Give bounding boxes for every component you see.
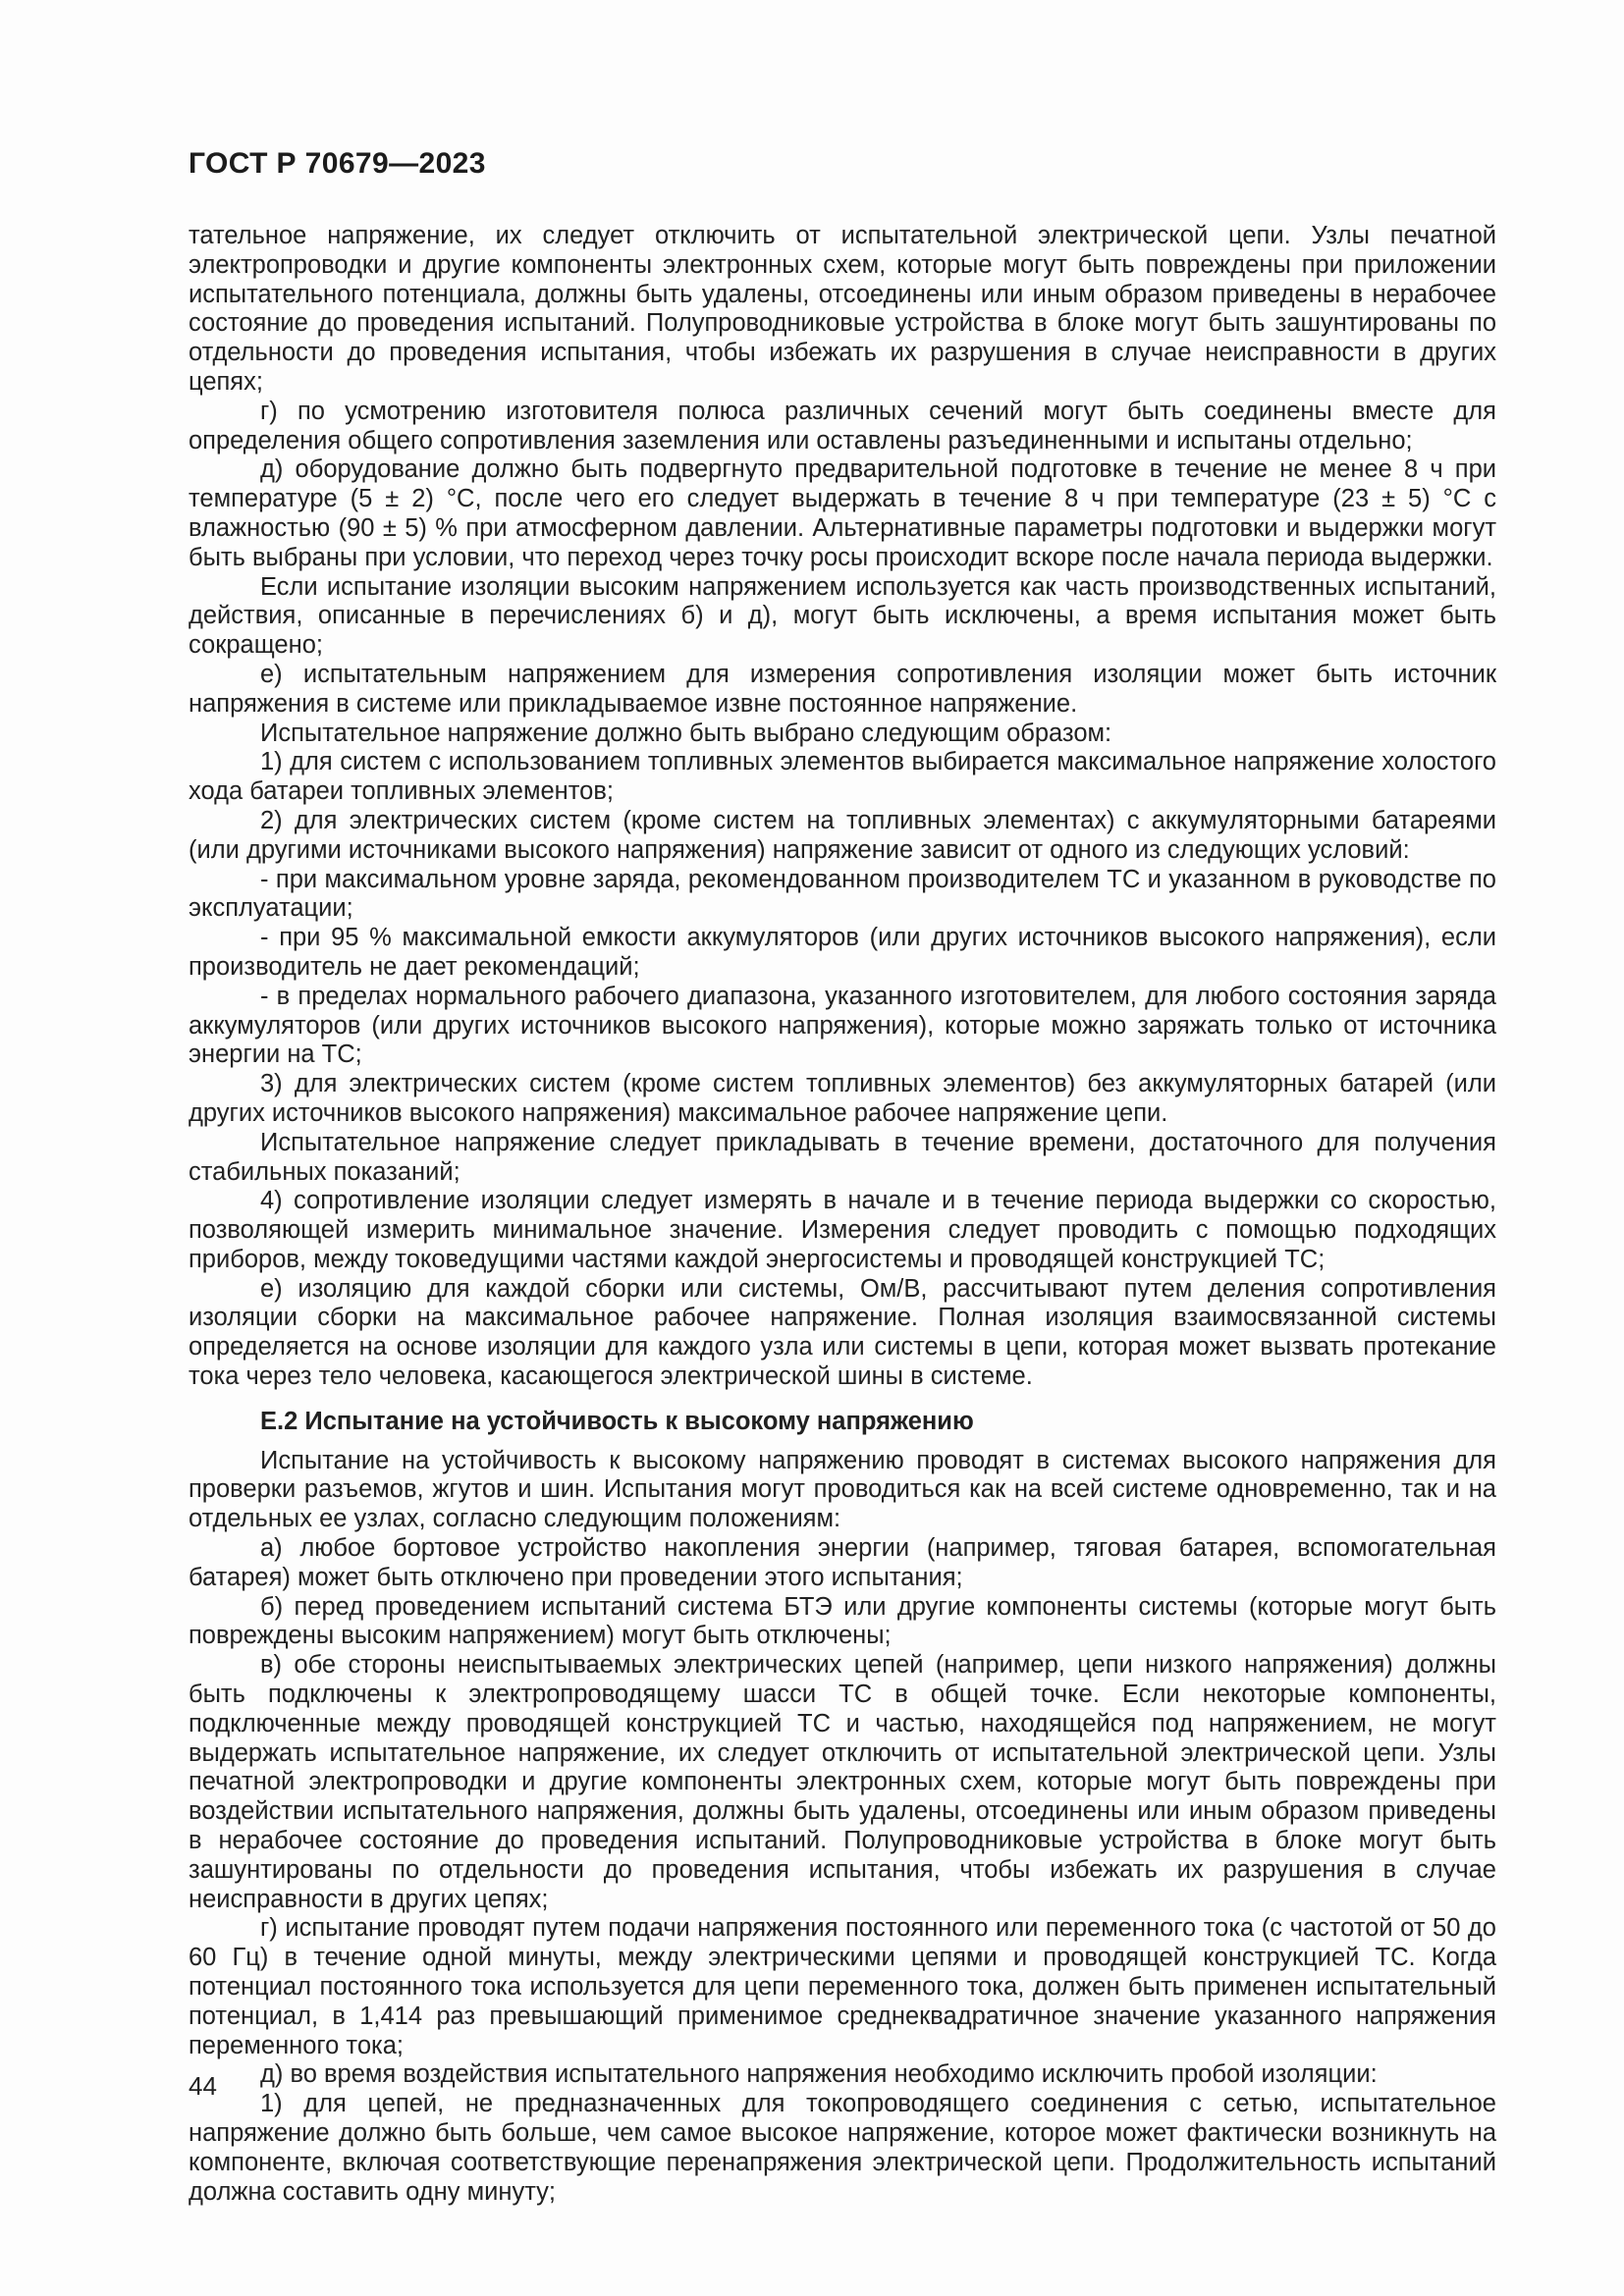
paragraph: Испытательное напряжение следует прикладывать в течение времени, достаточного для получения стабильных показаний;	[189, 1128, 1496, 1186]
paragraph: - в пределах нормального рабочего диапазона, указанного изготовителем, для любого состояния заряда аккумуляторов (или других источников высокого напряжения), которые можно заряжать только от источника энергии на ТС;	[189, 982, 1496, 1069]
paragraph: е) изоляцию для каждой сборки или системы, Ом/В, рассчитывают путем деления сопротивления изоляции сборки на максимальное рабочее напряжение. Полная изоляция взаимосвязанной системы определяется на основе изоляции для каждого узла или системы в цепи, которая может вызвать протекание тока через тело человека, касающегося электрической шины в системе.	[189, 1274, 1496, 1391]
document-body	[189, 222, 1496, 2207]
paragraph: г) по усмотрению изготовителя полюса различных сечений могут быть соединены вместе для определения общего сопротивления заземления или оставлены разъединенными и испытаны отдельно;	[189, 397, 1496, 454]
paragraph: е) испытательным напряжением для измерения сопротивления изоляции может быть источник напряжения в системе или прикладываемое извне постоянное напряжение.	[189, 660, 1496, 718]
paragraph: 4) сопротивление изоляции следует измерять в начале и в течение периода выдержки со скоростью, позволяющей измерить минимальное значение. Измерения следует проводить с помощью подходящих приборов, между токоведущими частями каждой энергосистемы и проводящей конструкцией ТС;	[189, 1187, 1496, 1273]
paragraph: г) испытание проводят путем подачи напряжения постоянного или переменного тока (с частотой от 50 до 60 Гц) в течение одной минуты, между электрическими цепями и проводящей конструкцией ТС. Когда потенциал постоянного тока используется для цепи переменного тока, должен быть применен испытательный потенциал, в 1,414 раз превышающий применимое среднеквадратичное значение указанного напряжения переменного тока;	[189, 1914, 1496, 2059]
paragraph: тательное напряжение, их следует отключить от испытательной электрической цепи. Узлы печатной электропроводки и другие компоненты электронных схем, которые могут быть повреждены при приложении испытательного потенциала, должны быть удалены, отсоединены или иным образом приведены в нерабочее состояние до проведения испытаний. Полупроводниковые устройства в блоке могут быть зашунтированы по отдельности до проведения испытания, чтобы избежать их разрушения в случае неисправности в других цепях;	[189, 222, 1496, 396]
paragraph: 1) для цепей, не предназначенных для токопроводящего соединения с сетью, испытательное напряжение должно быть больше, чем самое высокое напряжение, которое может фактически возникнуть на компоненте, включая соответствующие перенапряжения электрической цепи. Продолжительность испытаний должна составить одну минуту;	[189, 2090, 1496, 2206]
paragraph: д) оборудование должно быть подвергнуто предварительной подготовке в течение не менее 8 ч при температуре (5 ± 2) °С, после чего его следует выдержать в течение 8 ч при температуре (23 ± 5) °С с влажностью (90 ± 5) % при атмосферном давлении. Альтернативные параметры подготовки и выдержки могут быть выбраны при условии, что переход через точку росы происходит вскоре после начала периода выдержки.	[189, 455, 1496, 571]
paragraph: - при 95 % максимальной емкости аккумуляторов (или других источников высокого напряжения), если производитель не дает рекомендаций;	[189, 924, 1496, 981]
paragraph: в) обе стороны неиспытываемых электрических цепей (например, цепи низкого напряжения) должны быть подключены к электропроводящему шасси ТС в общей точке. Если некоторые компоненты, подключенные между проводящей конструкцией ТС и частью, находящейся под напряжением, не могут выдержать испытательное напряжение, их следует отключить от испытательной электрической цепи. Узлы печатной электропроводки и другие компоненты электронных схем, которые могут быть повреждены при воздействии испытательного напряжения, должны быть удалены, отсоединены или иным образом приведены в нерабочее состояние до проведения испытаний. Полупроводниковые устройства в блоке могут быть зашунтированы по отдельности до проведения испытания, чтобы избежать их разрушения в случае неисправности в других цепях;	[189, 1651, 1496, 1913]
paragraph: 3) для электрических систем (кроме систем топливных элементов) без аккумуляторных батарей (или других источников высокого напряжения) максимальное рабочее напряжение цепи.	[189, 1070, 1496, 1127]
paragraph: а) любое бортовое устройство накопления энергии (например, тяговая батарея, вспомогательная батарея) может быть отключено при проведении этого испытания;	[189, 1534, 1496, 1591]
paragraph: б) перед проведением испытаний система БТЭ или другие компоненты системы (которые могут быть повреждены высоким напряжением) могут быть отключены;	[189, 1592, 1496, 1650]
paragraph: - при максимальном уровне заряда, рекомендованном производителем ТС и указанном в руководстве по эксплуатации;	[189, 865, 1496, 923]
paragraph: Если испытание изоляции высоким напряжением используется как часть производственных испытаний, действия, описанные в перечислениях б) и д), могут быть исключены, а время испытания может быть сокращено;	[189, 572, 1496, 660]
section-heading: Е.2 Испытание на устойчивость к высокому напряжению	[260, 1407, 974, 1435]
paragraph: 2) для электрических систем (кроме систем на топливных элементах) с аккумуляторными батареями (или другими источниками высокого напряжения) напряжение зависит от одного из следующих условий:	[189, 806, 1496, 864]
paragraph: 1) для систем с использованием топливных элементов выбирается максимальное напряжение холостого хода батареи топливных элементов;	[189, 748, 1496, 806]
paragraph: д) во время воздействия испытательного напряжения необходимо исключить пробой изоляции:	[260, 2060, 1378, 2089]
page-number: 44	[189, 2071, 217, 2101]
paragraph: Испытательное напряжение должно быть выбрано следующим образом:	[260, 719, 1112, 747]
running-header-standard-number: ГОСТ Р 70679—2023	[189, 147, 486, 180]
paragraph: Испытание на устойчивость к высокому напряжению проводят в системах высокого напряжения для проверки разъемов, жгутов и шин. Испытания могут проводиться как на всей системе одновременно, так и на отдельных ее узлах, согласно следующим положениям:	[189, 1446, 1496, 1533]
